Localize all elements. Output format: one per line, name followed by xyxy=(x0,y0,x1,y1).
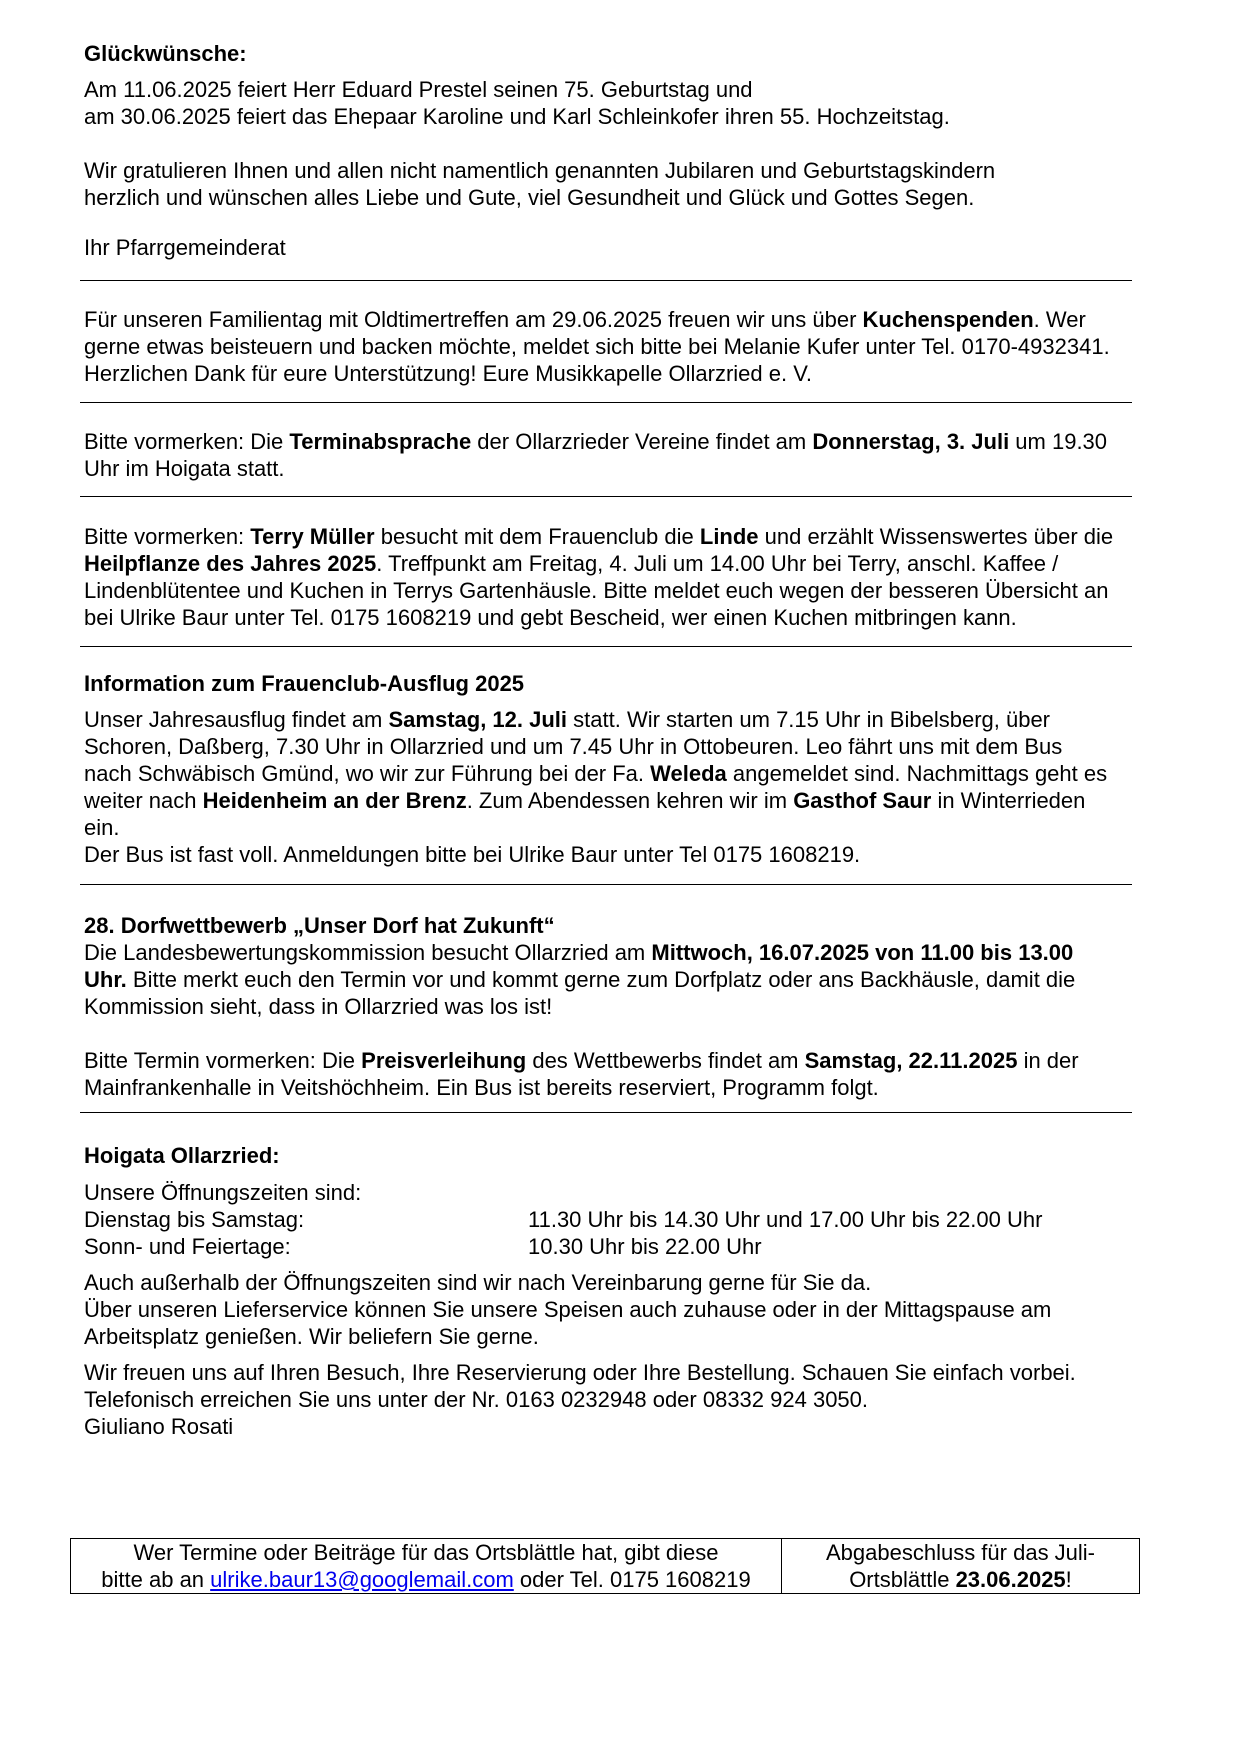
congrats-signature: Ihr Pfarrgemeinderat xyxy=(84,235,286,260)
congrats-line: am 30.06.2025 feiert das Ehepaar Karoline und Karl Schleinkofer ihren 55. Hochzeitstag. xyxy=(84,104,950,129)
hours-row xyxy=(84,1233,1174,1260)
contest-line: Kommission sieht, dass in Ollarzried was los ist! xyxy=(84,994,553,1019)
trip-title: Information zum Frauenclub-Ausflug 2025 xyxy=(84,671,525,696)
appointment-section xyxy=(84,428,1174,482)
hoigata-text: Wir freuen uns auf Ihren Besuch, Ihre Reservierung oder Ihre Bestellung. Schauen Sie einfach vorbei. xyxy=(84,1360,1076,1385)
hoigata-section xyxy=(84,1142,1174,1440)
trip-line: ein. xyxy=(84,815,120,840)
contest-line: Uhr. Bitte merkt euch den Termin vor und kommt gerne zum Dorfplatz oder ans Backhäusle, damit die xyxy=(84,967,1076,992)
linde-line: Lindenblütentee und Kuchen in Terrys Gartenhäusle. Bitte meldet euch wegen der besseren Übersicht an xyxy=(84,578,1109,603)
contest-line: Die Landesbewertungskommission besucht Ollarzried am Mittwoch, 16.07.2025 von 11.00 bis 13.00 xyxy=(84,940,1074,965)
deadline-line: Ortsblättle 23.06.2025! xyxy=(849,1567,1072,1592)
contest-title: 28. Dorfwettbewerb „Unser Dorf hat Zukunft“ xyxy=(84,913,555,938)
hoigata-text: Arbeitsplatz genießen. Wir beliefern Sie gerne. xyxy=(84,1324,539,1349)
hours-day: Dienstag bis Samstag: xyxy=(84,1207,305,1232)
divider xyxy=(80,1112,1132,1113)
divider xyxy=(80,496,1132,497)
congratulations-section xyxy=(84,40,1174,261)
trip-line: Unser Jahresausflug findet am Samstag, 12. Juli statt. Wir starten um 7.15 Uhr in Bibelsberg, über xyxy=(84,707,1051,732)
hoigata-text: Über unseren Lieferservice können Sie unsere Speisen auch zuhause oder in der Mittagspause am xyxy=(84,1297,1052,1322)
trip-section xyxy=(84,670,1174,868)
submission-info-box xyxy=(70,1538,1140,1594)
deadline-line: Abgabeschluss für das Juli- xyxy=(825,1540,1096,1565)
trip-line: Schoren, Daßberg, 7.30 Uhr in Ollarzried und um 7.45 Uhr in Ottobeuren. Leo fährt uns mit dem Bus xyxy=(84,734,1063,759)
cake-line: gerne etwas beisteuern und backen möchte, meldet sich bitte bei Melanie Kufer unter Tel. 0170-4932341. xyxy=(84,334,1110,359)
congratulations-title: Glückwünsche: xyxy=(84,41,247,66)
cake-line: Für unseren Familientag mit Oldtimertreffen am 29.06.2025 freuen wir uns über Kuchenspenden. Wer xyxy=(84,307,1086,332)
appointment-line: Uhr im Hoigata statt. xyxy=(84,456,285,481)
hours-day: Sonn- und Feiertage: xyxy=(84,1234,291,1259)
cake-line: Herzlichen Dank für eure Unterstützung! Eure Musikkapelle Ollarzried e. V. xyxy=(84,361,812,386)
cake-donation-section xyxy=(84,306,1174,387)
congrats-line: herzlich und wünschen alles Liebe und Gute, viel Gesundheit und Glück und Gottes Segen. xyxy=(84,185,975,210)
hoigata-signature: Giuliano Rosati xyxy=(84,1414,234,1439)
congrats-line: Wir gratulieren Ihnen und allen nicht namentlich genannten Jubilaren und Geburtstagskindern xyxy=(84,158,996,183)
hours-time: 11.30 Uhr bis 14.30 Uhr und 17.00 Uhr bis 22.00 Uhr xyxy=(528,1207,1043,1232)
divider xyxy=(80,280,1132,281)
deadline-cell xyxy=(782,1539,1139,1593)
hoigata-title: Hoigata Ollarzried: xyxy=(84,1143,280,1168)
submission-contact-cell xyxy=(71,1539,782,1593)
hours-time: 10.30 Uhr bis 22.00 Uhr xyxy=(528,1234,762,1259)
divider xyxy=(80,884,1132,885)
linde-section xyxy=(84,523,1174,631)
submission-line: Wer Termine oder Beiträge für das Ortsblättle hat, gibt diese xyxy=(133,1540,719,1565)
hoigata-text: Auch außerhalb der Öffnungszeiten sind wir nach Vereinbarung gerne für Sie da. xyxy=(84,1270,872,1295)
divider xyxy=(80,646,1132,647)
submission-line: bitte ab an ulrike.baur13@googlemail.com oder Tel. 0175 1608219 xyxy=(101,1567,751,1592)
divider xyxy=(80,402,1132,403)
linde-line: Heilpflanze des Jahres 2025. Treffpunkt am Freitag, 4. Juli um 14.00 Uhr bei Terry, anschl. Kaffee / xyxy=(84,551,1059,576)
hours-row xyxy=(84,1206,1174,1233)
appointment-line: Bitte vormerken: Die Terminabsprache der Ollarzrieder Vereine findet am Donnerstag, 3. Juli um 19.30 xyxy=(84,429,1108,454)
trip-line: Der Bus ist fast voll. Anmeldungen bitte bei Ulrike Baur unter Tel 0175 1608219. xyxy=(84,842,861,867)
hoigata-text: Telefonisch erreichen Sie uns unter der Nr. 0163 0232948 oder 08332 924 3050. xyxy=(84,1387,869,1412)
email-link[interactable]: ulrike.baur13@googlemail.com xyxy=(210,1567,514,1592)
trip-line: nach Schwäbisch Gmünd, wo wir zur Führung bei der Fa. Weleda angemeldet sind. Nachmittags geht es xyxy=(84,761,1108,786)
linde-line: Bitte vormerken: Terry Müller besucht mit dem Frauenclub die Linde und erzählt Wissenswertes über die xyxy=(84,524,1114,549)
linde-line: bei Ulrike Baur unter Tel. 0175 1608219 und gebt Bescheid, wer einen Kuchen mitbringen kann. xyxy=(84,605,1017,630)
village-contest-section xyxy=(84,912,1174,1101)
contest-line: Bitte Termin vormerken: Die Preisverleihung des Wettbewerbs findet am Samstag, 22.11.2025 in der xyxy=(84,1048,1079,1073)
contest-line: Mainfrankenhalle in Veitshöchheim. Ein Bus ist bereits reserviert, Programm folgt. xyxy=(84,1075,879,1100)
hours-intro: Unsere Öffnungszeiten sind: xyxy=(84,1180,362,1205)
congrats-line: Am 11.06.2025 feiert Herr Eduard Prestel seinen 75. Geburtstag und xyxy=(84,77,753,102)
trip-line: weiter nach Heidenheim an der Brenz. Zum Abendessen kehren wir im Gasthof Saur in Winterrieden xyxy=(84,788,1086,813)
